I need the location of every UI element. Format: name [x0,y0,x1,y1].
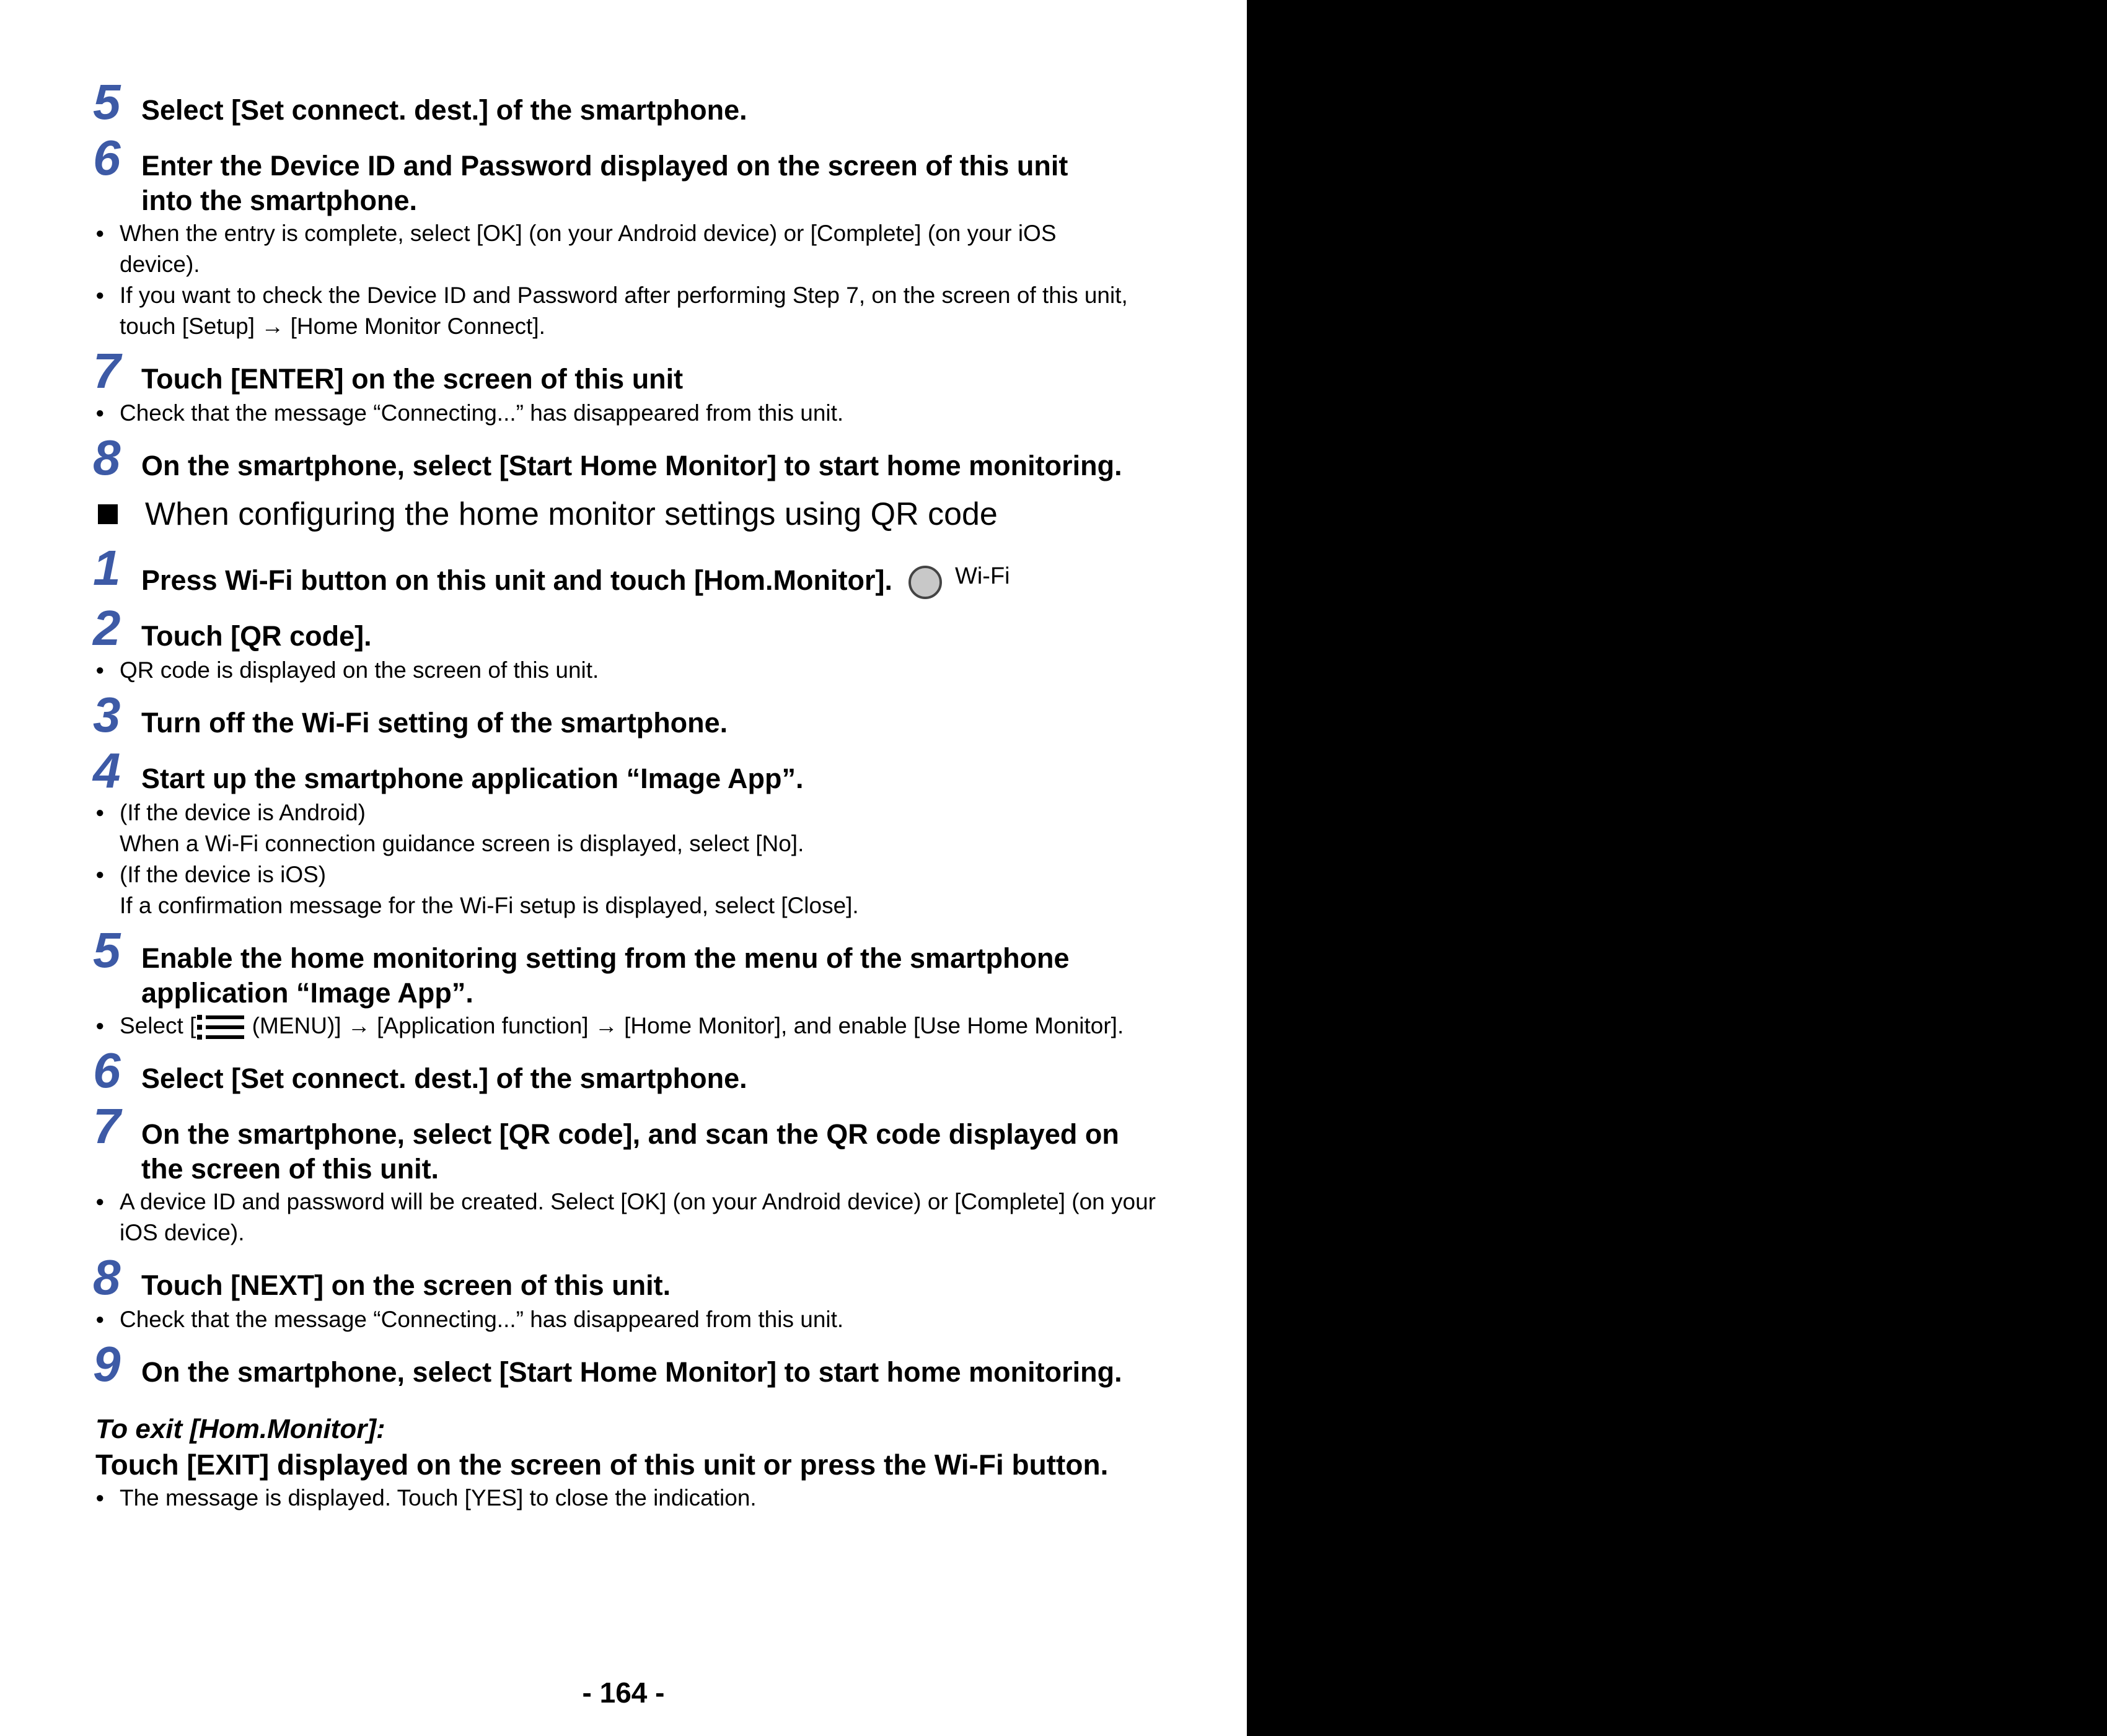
step-text: Press Wi-Fi button on this unit and touch [Hom.Monitor]. [141,564,892,596]
step-text: Touch [NEXT] on the screen of this unit. [141,1269,671,1302]
step-a7 [95,344,1161,398]
bullet-line: (If the device is Android) [120,800,366,826]
step-text: Select [Set connect. dest.] of the smartphone. [141,94,747,126]
exit-instruction: Touch [EXIT] displayed on the screen of this unit or press the Wi-Fi button. [95,1449,1109,1481]
step-number: 1 [93,540,121,595]
step-number: 7 [93,1098,121,1154]
step-text: Select [Set connect. dest.] of the smartphone. [141,1063,747,1095]
step-b9 [95,1338,1161,1391]
bullet-suffix: (MENU)] → [Application function] → [Home Monitor], and enable [Use Home Monitor]. [245,1013,1124,1039]
bullet-item [95,859,1161,921]
bullet-item: ● When the entry is complete, select [OK] (on your Android device) or [Complete] (on your iOS device). [95,218,1142,280]
step-text: On the smartphone, select [Start Home Monitor] to start home monitoring. [141,450,1122,481]
bullet-item: ● Check that the message “Connecting...” has disappeared from this unit. [95,1304,1161,1335]
step-b5 [95,924,1161,1010]
step-a8 [95,431,1161,484]
step-b4 [95,744,1161,797]
step-text: Enter the Device ID and Password displayed on the screen of this unit into the smartphone. [141,150,1068,216]
step-number: 7 [93,343,121,398]
step-text: On the smartphone, select [Start Home Monitor] to start home monitoring. [141,1356,1122,1388]
bullet-line: (If the device is iOS) [120,862,327,888]
step-text: Start up the smartphone application “Image App”. [141,763,804,795]
step-b8 [95,1251,1161,1304]
page-content [95,73,1161,1514]
step-text: Enable the home monitoring setting from the menu of the smartphone application “Image App”. [141,942,1070,1009]
bullet-item [95,1010,1148,1041]
bullet-item: ● QR code is displayed on the screen of this unit. [95,655,1161,686]
step-text: Touch [QR code]. [141,620,372,652]
bullet-item: ● The message is displayed. Touch [YES] to close the indication. [95,1483,1161,1514]
step-b6 [95,1044,1161,1097]
step-b1 [95,541,1161,599]
bullet-item: ● A device ID and password will be created. Select [OK] (on your Android device) or [Complete] (on your iOS device). [95,1186,1173,1248]
step-text: Touch [ENTER] on the screen of this unit [141,363,684,395]
step-text: Turn off the Wi-Fi setting of the smartphone. [141,707,728,739]
step-a6 [95,131,1161,218]
step-number: 3 [93,687,121,743]
step-number: 8 [93,1250,121,1305]
step-a5 [95,76,1161,129]
step-number: 5 [93,923,121,978]
section-title: When configuring the home monitor settings using QR code [145,496,998,532]
bullet-item [95,797,1161,859]
step-number: 8 [93,430,121,485]
bullet-prefix: Select [ [120,1013,196,1039]
step-number: 9 [93,1336,121,1392]
square-bullet-icon [98,504,118,524]
step-number: 6 [93,1043,121,1098]
step-number: 5 [93,74,121,129]
wifi-icon-label: Wi-Fi [954,563,1010,589]
page-number: - 164 - [582,1677,665,1709]
bullet-item: ● Check that the message “Connecting...” has disappeared from this unit. [95,398,1161,429]
step-b7 [95,1100,1161,1186]
step-text: On the smartphone, select [QR code], and scan the QR code displayed on the screen of this unit. [141,1118,1119,1185]
exit-heading: To exit [Hom.Monitor]: [95,1414,385,1445]
bullet-line: If a confirmation message for the Wi-Fi setup is displayed, select [Close]. [120,893,859,919]
bullet-line: When a Wi-Fi connection guidance screen is displayed, select [No]. [120,831,804,857]
step-b3 [95,688,1161,742]
step-b2 [95,602,1161,655]
step-number: 2 [93,600,121,656]
step-number: 6 [93,130,121,185]
wifi-button-icon [908,566,942,599]
step-number: 4 [93,743,121,799]
menu-icon [196,1014,245,1041]
section-heading [95,489,1161,539]
bullet-item: ● If you want to check the Device ID and Password after performing Step 7, on the screen of this unit, touch [Setup] → [Home Monitor Connect]. [95,280,1167,342]
